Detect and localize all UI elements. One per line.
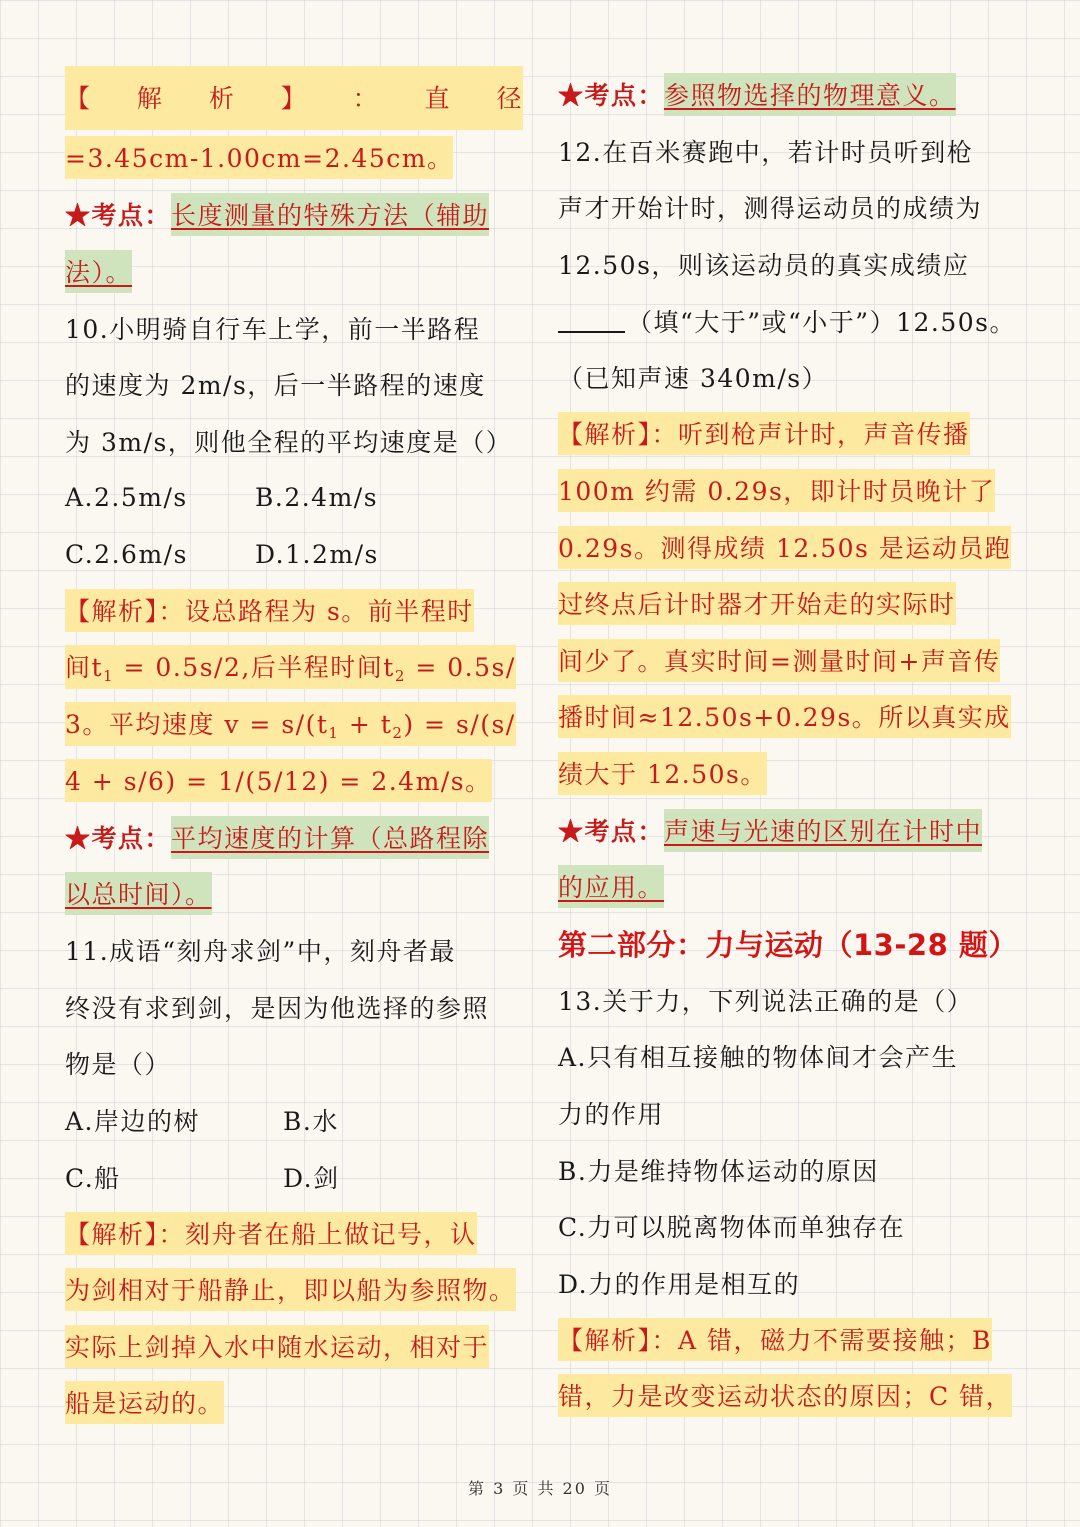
option-b: B.水	[283, 1106, 339, 1136]
analysis-line	[558, 519, 1016, 576]
analysis-line	[558, 632, 1016, 689]
key-point-line	[558, 66, 1016, 123]
key-point-label: ★考点：	[558, 817, 665, 847]
analysis-label: 【解析】	[558, 420, 652, 450]
analysis-line	[65, 639, 523, 696]
analysis-char: ：	[352, 84, 380, 114]
key-point-text: 的应用。	[558, 865, 664, 908]
key-point-label: ★考点：	[65, 201, 172, 231]
key-point-text: 声速与光速的区别在计时中	[664, 809, 982, 852]
options-row	[65, 526, 523, 583]
analysis-text: 船是运动的。	[65, 1381, 224, 1424]
formula-part: + t	[339, 709, 393, 739]
analysis-label: 【解析】	[558, 1325, 652, 1355]
key-point-line	[558, 858, 1016, 915]
analysis-text: 100m 约需 0.29s，即计时员晚计了	[558, 469, 995, 512]
analysis-char: 径	[496, 84, 523, 114]
analysis-label: 【解析】	[65, 1219, 159, 1249]
analysis-line	[558, 1368, 1016, 1425]
option-line: D.力的作用是相互的	[558, 1269, 801, 1299]
analysis-line	[65, 1318, 523, 1375]
analysis-text: 0.29s。测得成绩 12.50s 是运动员跑	[558, 526, 1011, 569]
question-line: 11.成语“刻舟求剑”中，刻舟者最	[65, 937, 456, 967]
key-point-text: 平均速度的计算（总路程除	[171, 816, 489, 859]
right-column	[558, 66, 1016, 1424]
key-point-line	[65, 186, 523, 243]
question-line: 10.小明骑自行车上学，前一半路程	[65, 314, 481, 344]
analysis-line	[65, 696, 523, 753]
option-a: A.2.5m/s	[65, 482, 188, 512]
question-text: （填“大于”或“小于”）12.50s。	[626, 307, 1016, 337]
subscript: 2	[392, 723, 404, 742]
formula-part: = 0.5s/	[405, 653, 516, 683]
analysis-text: 间少了。真实时间=测量时间+声音传	[558, 639, 1000, 682]
key-point-text: 参照物选择的物理意义。	[664, 73, 956, 116]
analysis-line	[65, 752, 523, 809]
analysis-line	[558, 1311, 1016, 1368]
analysis-line	[65, 582, 523, 639]
question-line: 物是（）	[65, 1050, 172, 1080]
key-point-line	[65, 865, 523, 922]
analysis-text	[65, 645, 516, 689]
analysis-text: 错，力是改变运动状态的原因；C 错，	[558, 1374, 1012, 1417]
analysis-char: 析	[208, 84, 236, 114]
option-line: 力的作用	[558, 1099, 665, 1129]
option-line: C.力可以脱离物体而单独存在	[558, 1213, 906, 1243]
analysis-line	[65, 1205, 523, 1262]
analysis-line	[558, 689, 1016, 746]
analysis-char: 】	[280, 84, 308, 114]
question-line	[558, 292, 1016, 349]
option-d: D.剑	[283, 1163, 340, 1193]
formula-part: ) = s/(s/	[403, 709, 516, 739]
question-line: 12.在百米赛跑中，若计时员听到枪	[558, 137, 974, 167]
page-footer: 第 3 页 共 20 页	[468, 1479, 612, 1498]
key-point-line	[558, 802, 1016, 859]
question-line: 为 3m/s，则他全程的平均速度是（）	[65, 427, 513, 457]
options-row	[65, 1092, 523, 1149]
option-d: D.1.2m/s	[255, 539, 379, 569]
analysis-line	[65, 130, 523, 187]
analysis-text: 为剑相对于船静止，即以船为参照物。	[65, 1268, 516, 1311]
answer-blank	[558, 309, 625, 333]
option-c: C.2.6m/s	[65, 539, 188, 569]
analysis-char: 解	[136, 84, 164, 114]
left-column	[65, 66, 523, 1431]
question-line: 的速度为 2m/s，后一半路程的速度	[65, 371, 486, 401]
analysis-label: 【解析】	[65, 597, 159, 627]
analysis-text: 过终点后计时器才开始走的实际时	[558, 582, 956, 625]
analysis-line	[65, 66, 523, 130]
analysis-line	[558, 745, 1016, 802]
analysis-line	[65, 1375, 523, 1432]
analysis-char: 【	[65, 84, 92, 114]
analysis-line	[558, 462, 1016, 519]
analysis-text	[65, 1212, 477, 1255]
key-point-line	[65, 809, 523, 866]
option-b: B.2.4m/s	[255, 482, 379, 512]
analysis-text: 播时间≈12.50s+0.29s。所以真实成	[558, 695, 1011, 738]
options-row	[65, 469, 523, 526]
analysis-text: 绩大于 12.50s。	[558, 752, 767, 795]
analysis-text	[558, 412, 970, 455]
option-line: B.力是维持物体运动的原因	[558, 1156, 879, 1186]
analysis-text: 实际上剑掉入水中随水运动，相对于	[65, 1325, 489, 1368]
analysis-body: ：设总路程为 s。前半程时	[158, 597, 474, 627]
question-line: （已知声速 340m/s）	[558, 364, 829, 394]
key-point-line	[65, 243, 523, 300]
analysis-text	[65, 702, 516, 746]
analysis-char: 直	[424, 84, 452, 114]
key-point-label: ★考点：	[558, 81, 665, 111]
analysis-line	[65, 1261, 523, 1318]
analysis-text	[65, 589, 474, 632]
analysis-text: =3.45cm-1.00cm=2.45cm。	[65, 136, 453, 179]
formula-part: 3。平均速度 v = s/(t	[65, 709, 329, 739]
analysis-text	[558, 1318, 992, 1361]
analysis-line	[558, 575, 1016, 632]
key-point-text: 以总时间）。	[65, 872, 212, 915]
key-point-text: 法）。	[65, 250, 132, 293]
question-line: 13.关于力，下列说法正确的是（）	[558, 986, 974, 1016]
section-heading: 第二部分：力与运动（13-28 题）	[558, 927, 1018, 962]
question-line: 12.50s，则该运动员的真实成绩应	[558, 251, 970, 281]
formula-part: 间t	[65, 653, 104, 683]
analysis-line	[558, 406, 1016, 463]
question-line: 声才开始计时，测得运动员的成绩为	[558, 194, 983, 224]
options-row	[65, 1148, 523, 1205]
analysis-body: ：刻舟者在船上做记号，认	[158, 1219, 477, 1249]
analysis-text: 4 + s/6) = 1/(5/12) = 2.4m/s。	[65, 759, 492, 802]
key-point-text: 长度测量的特殊方法（辅助	[171, 193, 489, 236]
subscript: 1	[103, 667, 115, 686]
subscript: 1	[328, 723, 340, 742]
analysis-body: ：听到枪声计时，声音传播	[651, 420, 970, 450]
option-c: C.船	[65, 1163, 121, 1193]
analysis-body: ：A 错，磁力不需要接触；B	[651, 1325, 992, 1355]
option-line: A.只有相互接触的物体间才会产生	[558, 1043, 959, 1073]
question-line: 终没有求到剑，是因为他选择的参照	[65, 993, 490, 1023]
key-point-label: ★考点：	[65, 824, 172, 854]
formula-part: = 0.5s/2,后半程时间t	[114, 653, 395, 683]
option-a: A.岸边的树	[65, 1106, 201, 1136]
subscript: 2	[394, 667, 406, 686]
